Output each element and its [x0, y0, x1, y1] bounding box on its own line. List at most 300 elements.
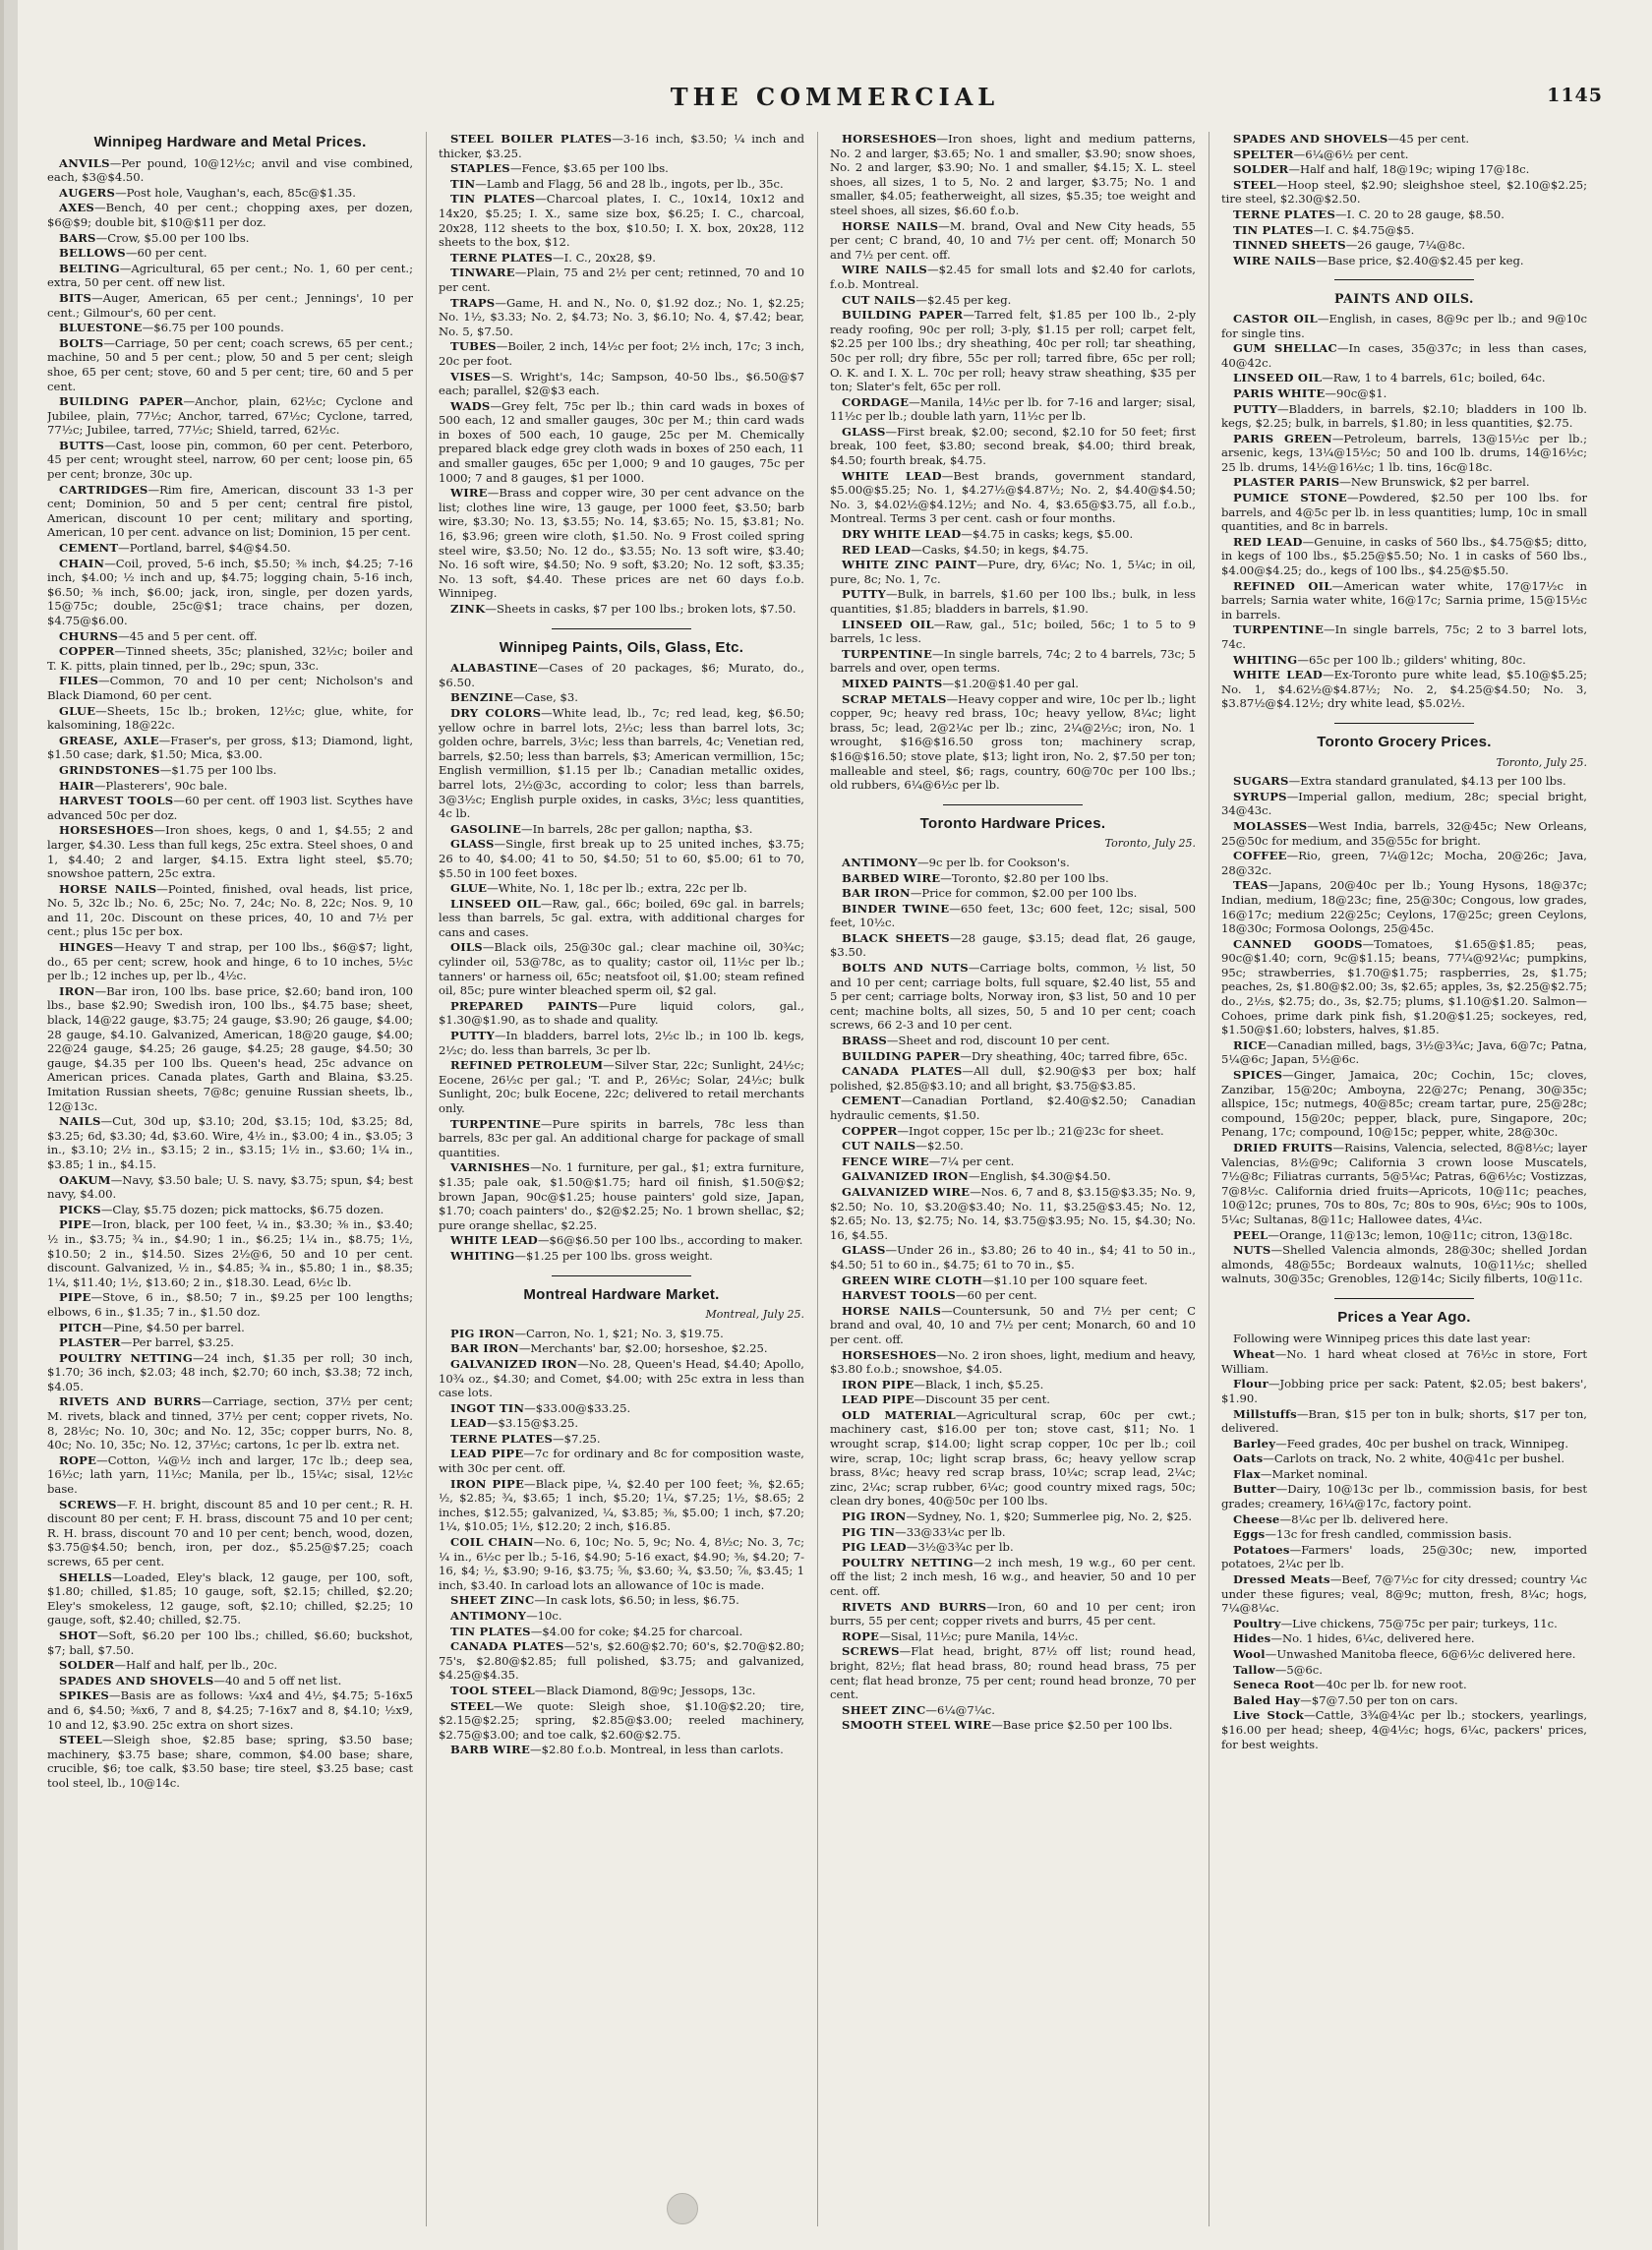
price-text: Anchor, plain, 62½c; Cyclone and Jubilee, plain, 77½c; Anchor, tarred, 67½c; Cyclone, tarred, 77½c; Jubilee, tarred, 77½c; Shield, tarred, 62½c.: [47, 394, 413, 438]
price-columns: [47, 132, 1601, 2226]
em-dash: —: [98, 674, 110, 688]
em-dash: —: [535, 192, 547, 207]
em-dash: —: [116, 1497, 129, 1511]
price-text: 90c@$1.: [1336, 385, 1387, 400]
em-dash: —: [956, 1288, 968, 1303]
price-entry: [1221, 1543, 1587, 1571]
commodity-name: ANTIMONY: [842, 855, 918, 869]
price-text: Raw, 1 to 4 barrels, 61c; boiled, 64c.: [1332, 371, 1546, 385]
price-text: Grey felt, 75c per lb.; thin card wads in boxes of 500 each, 12 and smaller gauges, 30c per M.; thin card wads in boxes of 500 each, 10 gauge, 25c per M. Chemically prepared black edge grey cloth wads in boxes of 250 each, 11 and smaller gauges, 65c per 1,000; 9 and 10 gauges, 75c per 1000; 7 and 8 gauges, $1 per 1000.: [439, 398, 804, 485]
em-dash: —: [914, 1377, 925, 1391]
price-entry: [1221, 1631, 1587, 1646]
em-dash: —: [899, 1644, 912, 1659]
price-entry: [830, 618, 1196, 646]
commodity-name: PUTTY: [842, 587, 886, 602]
section-heading: Winnipeg Paints, Oils, Glass, Etc.: [499, 638, 744, 656]
price-text: Coil, proved, 5-6 inch, $5.50; ⅜ inch, $4.25; 7-16 inch, $4.00; ½ inch and up, $4.75; logging chain, 5-16 inch, $6.50; ⅜ inch, $6.00; jack, iron, single, per dozen yards, 15@75c; double, 25c@$1; trace chains, per dozen, $4.75@$6.00.: [47, 556, 413, 627]
commodity-name: TIN PLATES: [1233, 222, 1314, 237]
price-entry: [439, 132, 804, 160]
price-entry: [1221, 1451, 1587, 1466]
commodity-name: TURPENTINE: [842, 646, 933, 661]
commodity-name: BUTTS: [59, 438, 105, 452]
price-entry: [439, 661, 804, 689]
commodity-name: BUILDING PAPER: [59, 394, 184, 409]
commodity-name: SMOOTH STEEL WIRE: [842, 1718, 992, 1733]
commodity-name: GLASS: [842, 424, 886, 439]
price-entry: [1221, 1617, 1587, 1631]
commodity-name: CEMENT: [842, 1094, 902, 1108]
em-dash: —: [1387, 132, 1399, 146]
price-entry: [830, 1703, 1196, 1718]
em-dash: —: [1324, 622, 1335, 637]
em-dash: —: [1275, 1482, 1288, 1497]
commodity-name: GUM SHELLAC: [1233, 341, 1337, 356]
price-text: Tinned sheets, 35c; planished, 32½c; boiler and T. K. pitts, plain tinned, per lb., 29c; spun, 33c.: [47, 644, 413, 673]
price-text: Sheets in casks, $7 per 100 lbs.; broken lots, $7.50.: [496, 602, 796, 616]
commodity-name: TINWARE: [450, 266, 515, 280]
em-dash: —: [183, 394, 196, 409]
price-entry: [47, 882, 413, 939]
price-entry: [47, 557, 413, 628]
price-entry: [830, 871, 1196, 886]
em-dash: —: [487, 486, 500, 501]
price-entry: [439, 296, 804, 339]
price-entry: [47, 1674, 413, 1688]
commodity-name: HINGES: [59, 940, 114, 955]
commodity-name: SPADES AND SHOVELS: [1233, 132, 1388, 146]
commodity-name: BITS: [59, 290, 92, 305]
price-entry: [439, 822, 804, 837]
em-dash: —: [93, 778, 106, 793]
price-entry: [830, 527, 1196, 542]
price-entry: [47, 439, 413, 482]
price-text: Sheets, 15c lb.; broken, 12½c; glue, white, for kalsomining, 18@22c.: [47, 703, 413, 733]
price-text: 26 gauge, 7¼@8c.: [1357, 238, 1466, 253]
price-entry: [1221, 1512, 1587, 1527]
em-dash: —: [885, 424, 898, 439]
price-text: $1.20@$1.40 per gal.: [954, 676, 1079, 690]
commodity-name: GLUE: [59, 703, 96, 718]
price-text: $2.45 for small lots and $2.40 for carlots, f.o.b. Montreal.: [830, 263, 1196, 291]
price-text: 33@33¼c per lb.: [906, 1524, 1006, 1539]
em-dash: —: [1289, 1542, 1302, 1557]
em-dash: —: [520, 821, 533, 836]
price-entry: [1221, 312, 1587, 340]
price-entry: [1221, 386, 1587, 401]
price-text: Heavy copper and wire, 10c per lb.; light copper, 9c; heavy red brass, 10c; heavy yellow, 8¼c; light brass, 5c; lead, 2@2¼c per lb.; zinc, 2¼@2½c; iron, No. 1 wrought, $16@$16.50 gross ton; machinery scrap, $16@$16.50; stove plate, $13; light iron, No. 2, $7.50 per ton; malleable and steel, $6; rags, country, 60@70c per 100 lbs.; old rubbers, 6¼@6½c per lb.: [830, 691, 1196, 793]
em-dash: —: [125, 246, 138, 261]
price-text: Single, first break up to 25 united inches, $3.75; 26 to 40, $4.00; 41 to 50, $4.50; 51 to 60, $5.00; 61 to 70, $5.50 in 100 feet boxes.: [439, 837, 804, 880]
em-dash: —: [486, 1416, 499, 1431]
em-dash: —: [879, 1628, 891, 1643]
price-text: We quote: Sleigh shoe, $1.10@$2.20; tire, $2.15@$2.25; spring, $2.85@$3.00; reeled machinery, $2.75@$3.00; and toe calk, $2.60@$2.75.: [439, 1698, 804, 1742]
price-entry: [47, 674, 413, 702]
price-text: Cast, loose pin, common, 60 per cent. Peterboro, 45 per cent; wrought steel, narrow, 60 per cent; loose pin, 65 per cent; bronze, 30c up.: [47, 438, 413, 482]
price-entry: [47, 1688, 413, 1732]
commodity-name: PARIS GREEN: [1233, 431, 1332, 445]
commodity-name: SPADES AND SHOVELS: [59, 1673, 214, 1688]
em-dash: —: [109, 1688, 121, 1703]
price-entry: [439, 1743, 804, 1757]
em-dash: —: [530, 1160, 542, 1175]
commodity-name: BOLTS: [59, 335, 104, 350]
commodity-name: TERNE PLATES: [1233, 207, 1336, 221]
commodity-name: Flour: [1233, 1377, 1268, 1391]
em-dash: —: [100, 1202, 113, 1216]
price-text: Fraser's, per gross, $13; Diamond, light, $1.50 case; dark, $1.50; Mica, $3.00.: [47, 733, 413, 762]
price-text: 13c for fresh candled, commission basis.: [1275, 1527, 1512, 1542]
commodity-name: SHEET ZINC: [450, 1593, 535, 1608]
em-dash: —: [142, 321, 154, 335]
commodity-name: FENCE WIRE: [842, 1154, 929, 1168]
em-dash: —: [949, 930, 962, 945]
price-text: Cattle, 3¾@4¼c per lb.; stockers, yearlings, $16.00 per head; sheep, 4@4½c; hogs, 6¼c, packers' prices, for best weights.: [1221, 1708, 1587, 1751]
section-divider: [1334, 1298, 1473, 1299]
commodity-name: OILS: [450, 940, 483, 955]
commodity-name: Tallow: [1233, 1662, 1275, 1677]
commodity-name: CARTRIDGES: [59, 482, 148, 497]
paper-hole: [667, 2193, 698, 2224]
price-entry: [47, 246, 413, 261]
em-dash: —: [915, 1139, 927, 1154]
section-subheading: PAINTS AND OILS.: [1334, 291, 1474, 307]
price-entry: [1221, 402, 1587, 431]
commodity-name: INGOT TIN: [450, 1400, 525, 1415]
price-text: Per pound, 10@12½c; anvil and vise combined, each, $3@$4.50.: [47, 155, 413, 185]
price-entry: [47, 394, 413, 438]
commodity-name: Live Stock: [1233, 1708, 1305, 1723]
price-text: Sheet and rod, discount 10 per cent.: [898, 1034, 1110, 1048]
commodity-name: WIRE NAILS: [842, 263, 927, 277]
commodity-name: TEAS: [1233, 878, 1268, 893]
price-text: 7c for ordinary and 8c for composition waste, with 30c per cent. off.: [439, 1447, 804, 1476]
price-entry: [47, 291, 413, 320]
price-text: $7@7.50 per ton on cars.: [1311, 1692, 1458, 1707]
price-entry: [47, 321, 413, 335]
em-dash: —: [1362, 936, 1375, 951]
commodity-name: BELLOWS: [59, 246, 126, 261]
em-dash: —: [936, 132, 949, 146]
price-text: Bench, 40 per cent.; chopping axes, per dozen, $6@$9; double bit, $10@$11 per doz.: [47, 201, 413, 229]
price-text: No. 28, Queen's Head, $4.40; Apollo, 10¾ oz., $4.30; and Comet, $4.00; with 25c extra in less than case lots.: [439, 1356, 804, 1400]
commodity-name: DRY COLORS: [450, 705, 542, 720]
commodity-name: VARNISHES: [450, 1160, 531, 1175]
price-entry: [830, 1139, 1196, 1154]
em-dash: —: [534, 1593, 546, 1608]
price-text: Feed grades, 40c per bushel on track, Winnipeg.: [1286, 1436, 1569, 1451]
price-text: Iron shoes, kegs, 0 and 1, $4.55; 2 and larger, $4.30. Less than full kegs, 25c extra. Steel shoes, 0 and 1, $4.40; 2 and larger, $4.15. Extra light steel, $5.70; snowshoe pattern, 25c extra.: [47, 823, 413, 881]
price-entry: [47, 1628, 413, 1657]
price-entry: [1221, 1663, 1587, 1678]
price-entry: [830, 1094, 1196, 1122]
price-entry: [830, 1155, 1196, 1169]
commodity-name: BAR IRON: [842, 886, 911, 901]
commodity-name: GASOLINE: [450, 821, 521, 836]
price-text: Cut, 30d up, $3.10; 20d, $3.15; 10d, $3.25; 8d, $3.25; 6d, $3.30; 4d, $3.60. Wire, 4½ in., $3.00; 4 in., $3.05; 3 in., $3.10; 2½ in., $3.15; 2 in., $3.15; 1½ in., $3.60; 1¼ in., $3.85; 1 in., $4.15.: [47, 1114, 413, 1171]
price-text: Casks, $4.50; in kegs, $4.75.: [921, 542, 1090, 557]
section-divider: [552, 628, 690, 629]
em-dash: —: [1325, 385, 1336, 400]
price-entry: [830, 558, 1196, 586]
price-text: Under 26 in., $3.80; 26 to 40 in., $4; 41 to 50 in., $4.50; 51 to 60 in., $4.75; 61 to 70 in., $5.: [830, 1243, 1196, 1272]
price-entry: [830, 1185, 1196, 1242]
price-text: Pointed, finished, oval heads, list price, No. 5, 32c lb.; No. 6, 25c; No. 7, 24c; No. 8, 22c; Nos. 9, 10 and 11, 20c. Discount on these prices, 40, 10 and 7½ per cent.; plus 15c per box.: [47, 881, 413, 939]
em-dash: —: [114, 1658, 126, 1673]
em-dash: —: [114, 644, 127, 659]
column-3: [830, 132, 1196, 2226]
em-dash: —: [495, 295, 506, 310]
price-text: Flat head, bright, 87½ off list; round head, bright, 82½; flat head brass, 80; round head brass, 75 per cent; flat head bronze, 75 per cent; round head bronze, 70 per cent.: [830, 1644, 1196, 1702]
em-dash: —: [518, 1341, 531, 1356]
price-text: Manila, 14½c per lb. for 7-16 and larger; sisal, 11½c per lb.; double lath yarn, 11½c per lb.: [830, 394, 1196, 424]
dateline: Toronto, July 25.: [1496, 755, 1587, 769]
price-entry: [1221, 1527, 1587, 1542]
commodity-name: HORSE NAILS: [842, 218, 939, 233]
price-entry: [830, 1304, 1196, 1347]
price-text: Cases of 20 packages, $6; Murato, do., $6.50.: [439, 661, 804, 689]
em-dash: —: [941, 468, 954, 483]
price-entry: [830, 1124, 1196, 1139]
em-dash: —: [942, 676, 955, 690]
price-text: Tarred felt, $1.85 per 100 lb., 2-ply ready roofing, 90c per roll; 3-ply, $1.15 per roll; carpet felt, $2.25 per 100 lbs.; dry sheathing, 40c per roll; tar sheathing, 50c per roll; dry fibre, 55c per roll; tarred fibre, 65c per roll; O. K. and I. X. L. 70c per roll; heavy straw sheathing, $35 per ton; Slater's felt, 65c per roll.: [830, 308, 1196, 394]
price-entry: [830, 1540, 1196, 1555]
em-dash: —: [960, 1048, 972, 1063]
commodity-name: COFFEE: [1233, 849, 1287, 863]
em-dash: —: [1286, 849, 1299, 863]
price-text: Orange, 11@13c; lemon, 10@11c; citron, 13@18c.: [1278, 1227, 1573, 1242]
price-text: Basis are as follows: ¼x4 and 4½, $4.75; 5-16x5 and 6, $4.50; ⅜x6, 7 and 8, $4.25; 7-16x7 and 8, $4.10; ½x9, 10 and 12, $3.90. 25c extra on short sizes.: [47, 1688, 413, 1732]
em-dash: —: [115, 185, 127, 200]
price-entry: [439, 1029, 804, 1057]
dateline: Montreal, July 25.: [705, 1308, 804, 1322]
section-divider: [1334, 723, 1473, 724]
price-text: Live chickens, 75@75c per pair; turkeys, 11c.: [1292, 1616, 1558, 1630]
em-dash: —: [603, 1058, 615, 1073]
price-text: Soft, $6.20 per 100 lbs.; chilled, $6.60; buckshot, $7; ball, $7.50.: [47, 1628, 413, 1657]
section-divider: [943, 804, 1082, 805]
em-dash: —: [1317, 311, 1329, 326]
commodity-name: PIPE: [59, 1217, 91, 1232]
commodity-name: BRASS: [842, 1034, 887, 1048]
price-text: $4.00 for coke; $4.25 for charcoal.: [542, 1624, 743, 1638]
em-dash: —: [915, 292, 927, 307]
price-entry: [830, 856, 1196, 870]
commodity-name: HORSE NAILS: [842, 1303, 942, 1318]
em-dash: —: [1293, 147, 1306, 161]
commodity-name: AXES: [59, 201, 95, 215]
price-text: I. C., 20x28, $9.: [563, 250, 656, 265]
price-entry: [1221, 132, 1587, 147]
em-dash: —: [118, 541, 130, 556]
price-text: Japans, 20@40c per lb.; Young Hysons, 18@37c; Indian, medium, 18@23c; fine, 25@30c; Congous, low grades, 16@17c; medium 22@25c; Ceylons, 17@25c; green Ceylons, 18@30c; Formosa Oolongs, 25@45c.: [1221, 878, 1587, 936]
section-heading: Toronto Hardware Prices.: [919, 814, 1106, 832]
commodity-name: GREASE, AXLE: [59, 733, 159, 747]
price-text: Toronto, $2.80 per 100 lbs.: [951, 870, 1109, 885]
price-entry: [47, 201, 413, 229]
commodity-name: Millstuffs: [1233, 1406, 1297, 1421]
commodity-name: Barley: [1233, 1436, 1276, 1451]
price-text: Extra standard granulated, $4.13 per 100 lbs.: [1300, 774, 1566, 789]
price-entry: [830, 1049, 1196, 1064]
price-entry: [1221, 579, 1587, 622]
section-heading: Winnipeg Hardware and Metal Prices.: [93, 134, 367, 150]
em-dash: —: [109, 155, 122, 170]
commodity-name: GLASS: [450, 837, 495, 852]
price-text: Charcoal plates, I. C., 10x14, 10x12 and 14x20, $5.25; I. X., same size box, $6.25; I. C., charcoal, 20x28, 112 sheets to the box, $10.50; I. X. box, 20x28, 112 sheets to the box, $12.: [439, 192, 804, 250]
price-entry: [830, 132, 1196, 218]
price-text: Genuine, in casks of 560 lbs., $4.75@$5; ditto, in kegs of 100 lbs., $5.25@$5.50; No. 1 in casks of 560 lbs., $4.00@$4.25; do., kegs of 100 lbs., $4.25@$5.50.: [1221, 534, 1587, 578]
em-dash: —: [1302, 534, 1315, 549]
commodity-name: PLASTER PARIS: [1233, 475, 1340, 490]
price-text: Shelled Valencia almonds, 28@30c; shelled Jordan almonds, 48@55c; Bordeaux walnuts, 10@11½c; shelled walnuts, 30@35c; Grenobles, 12@14c; Sicily filberts, 10@11c.: [1221, 1243, 1587, 1286]
price-text: West India, barrels, 32@45c; New Orleans, 25@50c for medium, and 35@55c for bright.: [1221, 818, 1587, 848]
em-dash: —: [909, 394, 920, 409]
em-dash: —: [1345, 238, 1358, 253]
price-entry: [830, 1288, 1196, 1303]
price-text: Price for common, $2.00 per 100 lbs.: [921, 886, 1138, 901]
commodity-name: CEMENT: [59, 541, 119, 556]
commodity-name: CHURNS: [59, 628, 119, 643]
commodity-name: PIG TIN: [842, 1524, 896, 1539]
em-dash: —: [1263, 1451, 1274, 1466]
em-dash: —: [509, 161, 522, 176]
binding-gutter: [0, 0, 19, 2250]
em-dash: —: [941, 1303, 953, 1318]
commodity-name: BUILDING PAPER: [842, 308, 964, 323]
price-text: Dry sheathing, 40c; tarred fibre, 65c.: [971, 1048, 1188, 1063]
em-dash: —: [1265, 1527, 1276, 1542]
price-entry: [1221, 1708, 1587, 1751]
price-entry: [439, 999, 804, 1028]
em-dash: —: [482, 940, 495, 955]
em-dash: —: [1313, 222, 1326, 237]
commodity-name: GALVANIZED IRON: [450, 1356, 578, 1371]
price-entry: [439, 1160, 804, 1232]
em-dash: —: [534, 1683, 547, 1697]
commodity-name: HORSESHOES: [59, 823, 154, 838]
price-entry: [439, 690, 804, 705]
commodity-name: LINSEED OIL: [842, 617, 934, 631]
price-text: In cask lots, $6.50; in less, $6.75.: [545, 1593, 739, 1608]
commodity-name: RIVETS AND BURRS: [59, 1394, 202, 1409]
em-dash: —: [577, 1356, 589, 1371]
em-dash: —: [901, 1094, 913, 1108]
price-text: Beef, 7@7½c for city dressed; country ¼c under these figures; veal, 8@9c; mutton, fresh, 8¼c; hogs, 7¼@8¼c.: [1221, 1572, 1587, 1616]
price-text: Iron, 60 and 10 per cent; iron burrs, 55 per cent; copper rivets and burrs, 45 per cent.: [830, 1599, 1196, 1628]
price-text: 60 per cent. off 1903 list. Scythes have advanced 50c per doz.: [47, 794, 413, 822]
commodity-name: GLUE: [450, 881, 488, 896]
em-dash: —: [886, 1034, 899, 1048]
em-dash: —: [94, 983, 107, 998]
commodity-name: PIPE: [59, 1290, 91, 1305]
price-entry: [1221, 341, 1587, 370]
price-text: Plain, 75 and 2½ per cent; retinned, 70 and 10 per cent.: [439, 266, 804, 294]
price-text: 60 per cent.: [137, 246, 207, 261]
price-text: 3½@3¾c per lb.: [917, 1540, 1014, 1555]
commodity-name: ALABASTINE: [450, 661, 538, 676]
price-text: $6.75 per 100 pounds.: [153, 321, 284, 335]
price-entry: [439, 192, 804, 249]
price-entry: [47, 1733, 413, 1790]
price-text: 650 feet, 13c; 600 feet, 12c; sisal, 500 feet, 10½c.: [830, 901, 1196, 930]
section-heading: Toronto Grocery Prices.: [1317, 733, 1492, 750]
price-text: Auger, American, 65 per cent.; Jennings', 10 per cent.; Gilmour's, 60 per cent.: [47, 290, 413, 320]
commodity-name: COPPER: [842, 1123, 898, 1138]
price-entry: [47, 629, 413, 644]
price-text: In cases, 35@37c; in less than cases, 40@42c.: [1221, 341, 1587, 370]
commodity-name: PREPARED PAINTS: [450, 998, 599, 1013]
price-text: Iron, black, per 100 feet, ¼ in., $3.30; ⅜ in., $3.40; ½ in., $3.75; ¾ in., $4.90; 1 in., $6.25; 1¼ in., $8.75; 1½, $10.50; 2 in., $14.50. Sizes 2½@6, 50 and 10 per cent. discount. Galvanized, ½ in., $4.85; ¾ in., $5.80; 1 in., $8.35; 1¼, $11.40; 1½, $13.60; 2 in., $18.30. Lead, 6½c lb.: [47, 1217, 413, 1289]
column-rule: [817, 132, 818, 2226]
price-text: $7.25.: [563, 1431, 601, 1446]
commodity-name: BLUESTONE: [59, 321, 143, 335]
em-dash: —: [970, 1184, 981, 1199]
commodity-name: Wheat: [1233, 1347, 1275, 1362]
price-entry: [830, 692, 1196, 793]
price-entry: [47, 231, 413, 246]
price-entry: [1221, 371, 1587, 385]
price-entry: [47, 984, 413, 1113]
em-dash: —: [885, 587, 898, 602]
commodity-name: TRAPS: [450, 295, 496, 310]
price-entry: [439, 1477, 804, 1534]
price-text: Base price $2.50 per 100 lbs.: [1002, 1718, 1173, 1733]
price-entry: [439, 897, 804, 940]
commodity-name: ZINK: [450, 602, 486, 616]
price-entry: [47, 823, 413, 880]
price-entry: [1221, 1678, 1587, 1692]
em-dash: —: [153, 823, 166, 838]
price-entry: [1221, 432, 1587, 475]
em-dash: —: [1339, 475, 1351, 490]
price-text: In single barrels, 75c; 2 to 3 barrel lots, 74c.: [1221, 622, 1587, 651]
em-dash: —: [911, 542, 922, 557]
price-entry: [47, 794, 413, 822]
em-dash: —: [514, 1326, 527, 1340]
commodity-name: IRON: [59, 983, 95, 998]
em-dash: —: [1268, 1377, 1280, 1391]
commodity-name: BARBED WIRE: [842, 870, 941, 885]
commodity-name: CANADA PLATES: [450, 1639, 564, 1654]
em-dash: —: [487, 881, 499, 896]
em-dash: —: [494, 837, 506, 852]
em-dash: —: [173, 794, 185, 808]
commodity-name: GALVANIZED WIRE: [842, 1184, 971, 1199]
em-dash: —: [113, 940, 125, 955]
price-entry: [830, 961, 1196, 1033]
em-dash: —: [1332, 1141, 1345, 1155]
price-entry: [439, 1699, 804, 1743]
price-text: Pine, $4.50 per barrel.: [113, 1320, 245, 1334]
em-dash: —: [95, 230, 108, 245]
commodity-name: POULTRY NETTING: [842, 1555, 974, 1569]
em-dash: —: [1265, 1647, 1277, 1661]
price-text: Dairy, 10@13c per lb., commission basis, for best grades; creamery, 16¼@17c, factory point.: [1221, 1482, 1587, 1511]
price-text: Jobbing price per sack: Patent, $2.05; best bakers', $1.90.: [1221, 1377, 1587, 1405]
em-dash: —: [112, 1569, 124, 1584]
em-dash: —: [906, 1540, 918, 1555]
commodity-name: AUGERS: [59, 185, 116, 200]
commodity-name: HORSESHOES: [842, 1347, 937, 1362]
commodity-name: BARB WIRE: [450, 1743, 530, 1757]
em-dash: —: [110, 1172, 123, 1187]
price-text: Black Diamond, 8@9c; Jessops, 13c.: [546, 1683, 756, 1697]
commodity-name: TERNE PLATES: [450, 1431, 554, 1446]
price-text: Bulk, in barrels, $1.60 per 100 lbs.; bulk, in less quantities, $1.85; bladders in barrels, $1.90.: [830, 587, 1196, 616]
price-text: In bladders, barrel lots, 2½c lb.; in 100 lb. kegs, 2½c; do. less than barrels, 3c per lb.: [439, 1029, 804, 1057]
price-text: Silver Star, 22c; Sunlight, 24½c; Eocene, 26½c per gal.; 'T. and P., 26½c; Solar, 24½c; bulk Sunlight, 20c; bulk Eocene, 22c; delivered to retail merchants only.: [439, 1058, 804, 1115]
commodity-name: SOLDER: [59, 1658, 115, 1673]
